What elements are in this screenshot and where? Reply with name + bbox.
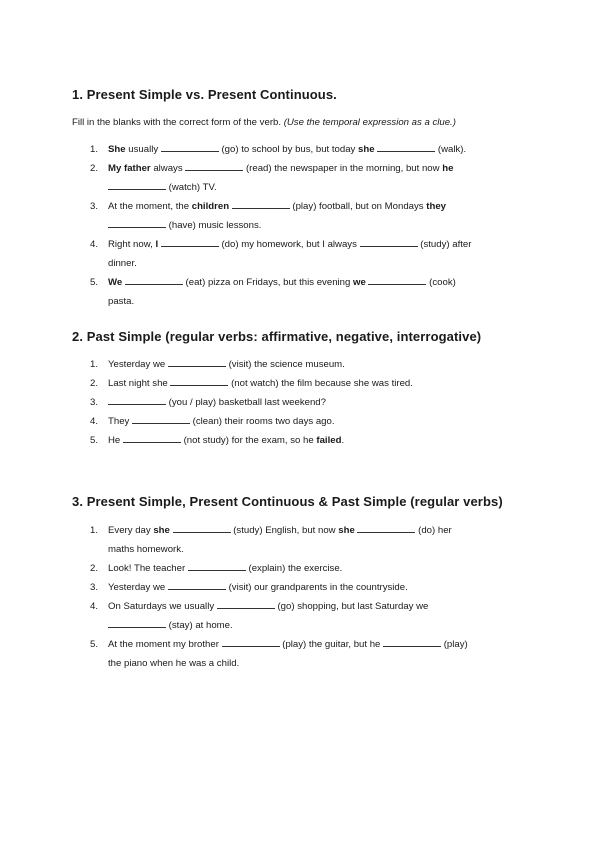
list-item — [0, 159, 518, 197]
section2-list — [0, 355, 600, 450]
text: (go) to school by bus, but today — [218, 144, 359, 155]
subject: She — [108, 144, 126, 155]
text: (clean) their rooms two days ago. — [190, 416, 335, 427]
text: (not watch) the film because she was tired. — [228, 378, 413, 389]
text: Yesterday we — [108, 359, 168, 370]
item-number: 5. — [90, 639, 99, 650]
list-item — [0, 393, 518, 412]
subject: they — [426, 201, 446, 212]
text: the piano when he was a child. — [108, 658, 240, 669]
subject: she — [358, 144, 375, 155]
list-item — [0, 412, 518, 431]
list-item — [0, 635, 518, 673]
answer-blank[interactable] — [168, 580, 226, 590]
answer-blank[interactable] — [360, 237, 418, 247]
item-number: 2. — [90, 563, 99, 574]
text: (play) football, but on Mondays — [289, 201, 427, 212]
answer-blank[interactable] — [383, 637, 441, 647]
section1-list — [0, 140, 600, 311]
answer-blank[interactable] — [161, 142, 219, 152]
item-number: 3. — [90, 201, 99, 212]
text: usually — [125, 144, 161, 155]
text: (play) the guitar, but he — [279, 639, 384, 650]
text: (have) music lessons. — [166, 220, 262, 231]
text: (visit) our grandparents in the countryside. — [225, 582, 408, 593]
item-number: 5. — [90, 277, 99, 288]
list-item — [0, 355, 518, 374]
item-number: 4. — [90, 416, 99, 427]
item-number: 2. — [90, 378, 99, 389]
text: (eat) pizza on Fridays, but this evening — [182, 277, 353, 288]
text: (not study) for the exam, so he — [180, 435, 317, 446]
text: (stay) at home. — [166, 620, 233, 631]
answer-blank[interactable] — [357, 523, 415, 533]
answer-blank[interactable] — [108, 218, 166, 228]
emphasis: failed — [316, 435, 342, 446]
list-item — [0, 140, 518, 159]
instruction-text: Fill in the blanks with the correct form of the verb. — [72, 117, 282, 128]
answer-blank[interactable] — [108, 618, 166, 628]
list-item — [0, 374, 518, 393]
text: (watch) TV. — [166, 182, 217, 193]
text: (you / play) basketball last weekend? — [166, 397, 326, 408]
item-number: 1. — [90, 525, 99, 536]
list-item — [0, 197, 518, 235]
answer-blank[interactable] — [377, 142, 435, 152]
text: (go) shopping, but last Saturday we — [274, 601, 429, 612]
item-number: 3. — [90, 582, 99, 593]
answer-blank[interactable] — [108, 180, 166, 190]
item-number: 4. — [90, 239, 99, 250]
list-item — [0, 559, 518, 578]
subject: We — [108, 277, 123, 288]
subject: children — [191, 201, 230, 212]
section1-instruction — [72, 117, 456, 128]
answer-blank[interactable] — [222, 637, 280, 647]
text: always — [150, 163, 186, 174]
text: pasta. — [108, 296, 135, 307]
subject: My father — [108, 163, 151, 174]
text: . — [341, 435, 345, 446]
answer-blank[interactable] — [217, 599, 275, 609]
subject: he — [442, 163, 454, 174]
text: (play) — [441, 639, 468, 650]
list-item — [0, 578, 518, 597]
answer-blank[interactable] — [132, 414, 190, 424]
answer-blank[interactable] — [108, 395, 166, 405]
text: (walk). — [435, 144, 467, 155]
subject: she — [153, 525, 170, 536]
section3-title: 3. Present Simple, Present Continuous & Past Simple (regular verbs) — [72, 494, 503, 509]
text: (visit) the science museum. — [225, 359, 345, 370]
text: maths homework. — [108, 544, 184, 555]
list-item — [0, 597, 518, 635]
list-item — [0, 273, 518, 311]
answer-blank[interactable] — [232, 199, 290, 209]
item-number: 1. — [90, 359, 99, 370]
text: Look! The teacher — [108, 563, 188, 574]
list-item — [0, 521, 518, 559]
text: He — [108, 435, 123, 446]
section3-list — [0, 521, 600, 673]
answer-blank[interactable] — [125, 275, 183, 285]
instruction-hint: (Use the temporal expression as a clue.) — [283, 117, 456, 128]
text: Yesterday we — [108, 582, 168, 593]
item-number: 3. — [90, 397, 99, 408]
answer-blank[interactable] — [161, 237, 219, 247]
list-item — [0, 431, 518, 450]
item-number: 1. — [90, 144, 99, 155]
text: (study) English, but now — [230, 525, 339, 536]
list-item — [0, 235, 518, 273]
subject: she — [338, 525, 355, 536]
text: Last night she — [108, 378, 171, 389]
text: (read) the newspaper in the morning, but now — [243, 163, 443, 174]
section1-title: 1. Present Simple vs. Present Continuous. — [72, 87, 337, 102]
text: Every day — [108, 525, 154, 536]
text: dinner. — [108, 258, 137, 269]
text: (do) my homework, but I always — [218, 239, 360, 250]
text: At the moment my brother — [108, 639, 222, 650]
item-number: 5. — [90, 435, 99, 446]
answer-blank[interactable] — [168, 357, 226, 367]
text: Right now, — [108, 239, 156, 250]
answer-blank[interactable] — [170, 376, 228, 386]
answer-blank[interactable] — [368, 275, 426, 285]
item-number: 2. — [90, 163, 99, 174]
item-number: 4. — [90, 601, 99, 612]
answer-blank[interactable] — [185, 161, 243, 171]
answer-blank[interactable] — [188, 561, 246, 571]
answer-blank[interactable] — [173, 523, 231, 533]
answer-blank[interactable] — [123, 433, 181, 443]
text: (study) after — [417, 239, 472, 250]
text: They — [108, 416, 132, 427]
text: (explain) the exercise. — [245, 563, 343, 574]
text: At the moment, the — [108, 201, 192, 212]
text: On Saturdays we usually — [108, 601, 217, 612]
subject: I — [155, 239, 159, 250]
text: (do) her — [415, 525, 452, 536]
subject: we — [353, 277, 366, 288]
section2-title: 2. Past Simple (regular verbs: affirmative, negative, interrogative) — [72, 329, 482, 344]
text: (cook) — [426, 277, 456, 288]
